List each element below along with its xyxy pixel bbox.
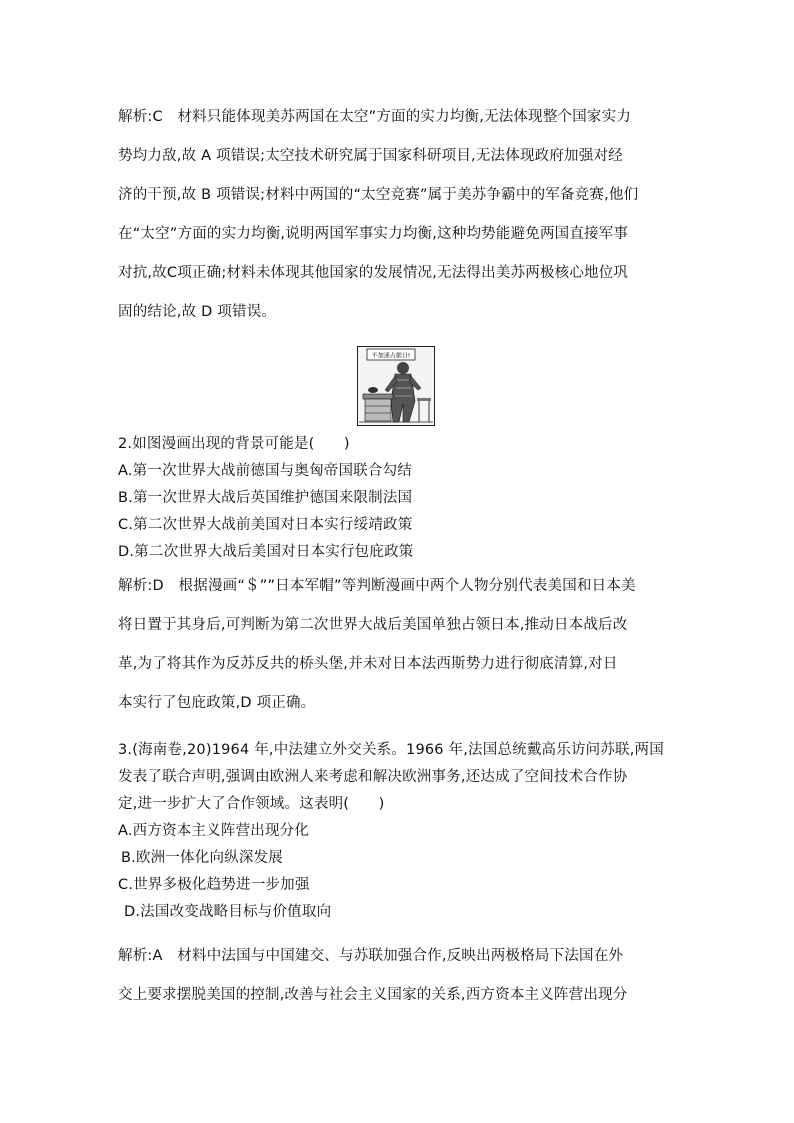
option-a: A.西方资本主义阵营出现分化 [118,823,310,839]
option-c: C.世界多极化趋势进一步加强 [118,877,310,893]
cartoon-sign-text: 不加速占据日! [371,352,411,360]
question-stem-line: 3.(海南卷,20)1964 年,中法建立外交关系。1966 年,法国总统戴高乐访问苏联,两国 [118,742,664,758]
option-c: C.第二次世界大战前美国对日本实行绥靖政策 [118,517,413,533]
analysis-q1 [118,98,678,332]
option-a: A.第一次世界大战前德国与奥匈帝国联合勾结 [118,463,412,479]
question-stem-line: 发表了联合声明,强调由欧洲人来考虑和解决欧洲事务,还达成了空间技术合作协 [118,769,628,785]
analysis-line: 对抗,故C项正确;材料未体现其他国家的发展情况,无法得出美苏两极核心地位巩 [118,265,629,281]
analysis-line: 势均力敌,故 A 项错误;太空技术研究属于国家科研项目,无法体现政府加强对经 [118,148,623,164]
analysis-line: 解析:A 材料中法国与中国建交、与苏联加强合作,反映出两极格局下法国在外 [118,948,624,964]
question-3 [118,737,678,926]
analysis-line: 解析:C 材料只能体现美苏两国在太空”方面的实力均衡,无法体现整个国家实力 [118,109,632,125]
analysis-line: 固的结论,故 D 项错误。 [118,304,277,320]
option-d: D.法国改变战略目标与价值取向 [124,904,332,920]
cartoon-image [357,346,435,426]
question-2 [118,431,678,566]
option-b: B.第一次世界大战后英国维护德国来限制法国 [118,490,413,506]
analysis-line: 解析:D 根据漫画“＄””日本军帽”等判断漫画中两个人物分别代表美国和日本美 [118,578,636,594]
analysis-line: 济的干预,故 B 项错误;材料中两国的“太空竞赛”属于美苏争霸中的军备竞赛,他们 [118,187,639,203]
analysis-q2 [118,567,678,723]
analysis-q3 [118,937,678,1015]
option-d: D.第二次世界大战后美国对日本实行包庇政策 [118,544,414,560]
analysis-line: 交上要求摆脱美国的控制,改善与社会主义国家的关系,西方资本主义阵营出现分 [118,987,628,1003]
analysis-line: 本实行了包庇政策,D 项正确。 [118,695,316,711]
option-b: B.欧洲一体化向纵深发展 [121,850,283,866]
analysis-line: 将日置于其身后,可判断为第二次世界大战后美国单独占领日本,推动日本战后改 [118,617,628,633]
question-stem-line: 定,进一步扩大了合作领域。这表明( ) [118,796,385,812]
question-stem: 2.如图漫画出现的背景可能是( ) [118,436,350,452]
analysis-line: 在“太空”方面的实力均衡,说明两国军事实力均衡,这种均势能避免两国直接军事 [118,226,629,242]
cartoon-drawing [357,346,435,426]
analysis-line: 革,为了将其作为反苏反共的桥头堡,并未对日本法西斯势力进行彻底清算,对日 [118,656,618,672]
